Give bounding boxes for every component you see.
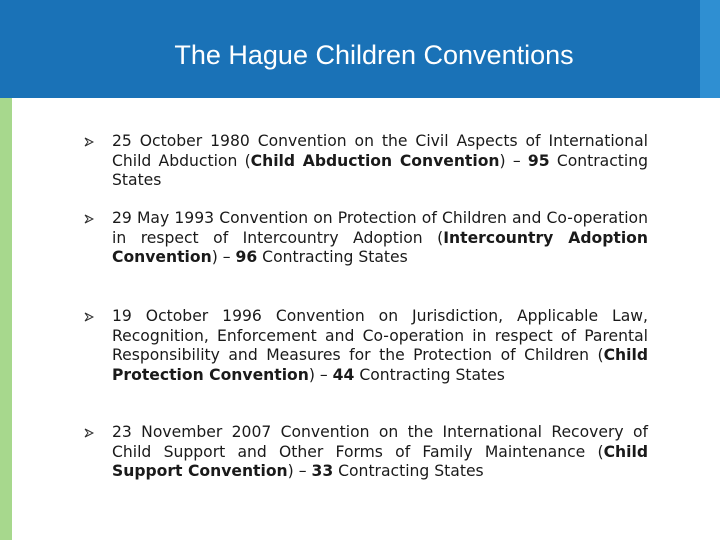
arrow-bullet-icon (84, 312, 94, 322)
convention-item: 19 October 1996 Convention on Jurisdiction, Applicable Law, Recognition, Enforcement and Co-operation in respect of Parental Responsibility and Measures for the Protection of Children (Child Protection Convention) – 44 Contracting States (112, 307, 648, 384)
convention-item: 23 November 2007 Convention on the International Recovery of Child Support and Other Forms of Family Maintenance (Child Support Convention) – 33 Contracting States (112, 423, 648, 481)
slide-title: The Hague Children Conventions (174, 40, 574, 70)
arrow-bullet-icon (84, 214, 94, 224)
left-accent-stripe (0, 98, 12, 540)
convention-item: 25 October 1980 Convention on the Civil Aspects of International Child Abduction (Child Abduction Convention) – 95 Contracting States (112, 132, 649, 190)
arrow-bullet-icon (84, 137, 94, 147)
convention-item: 29 May 1993 Convention on Protection of Children and Co-operation in respect of Intercountry Adoption (Intercountry Adoption Convention) – 96 Contracting States (112, 209, 648, 267)
arrow-bullet-icon (84, 428, 94, 438)
